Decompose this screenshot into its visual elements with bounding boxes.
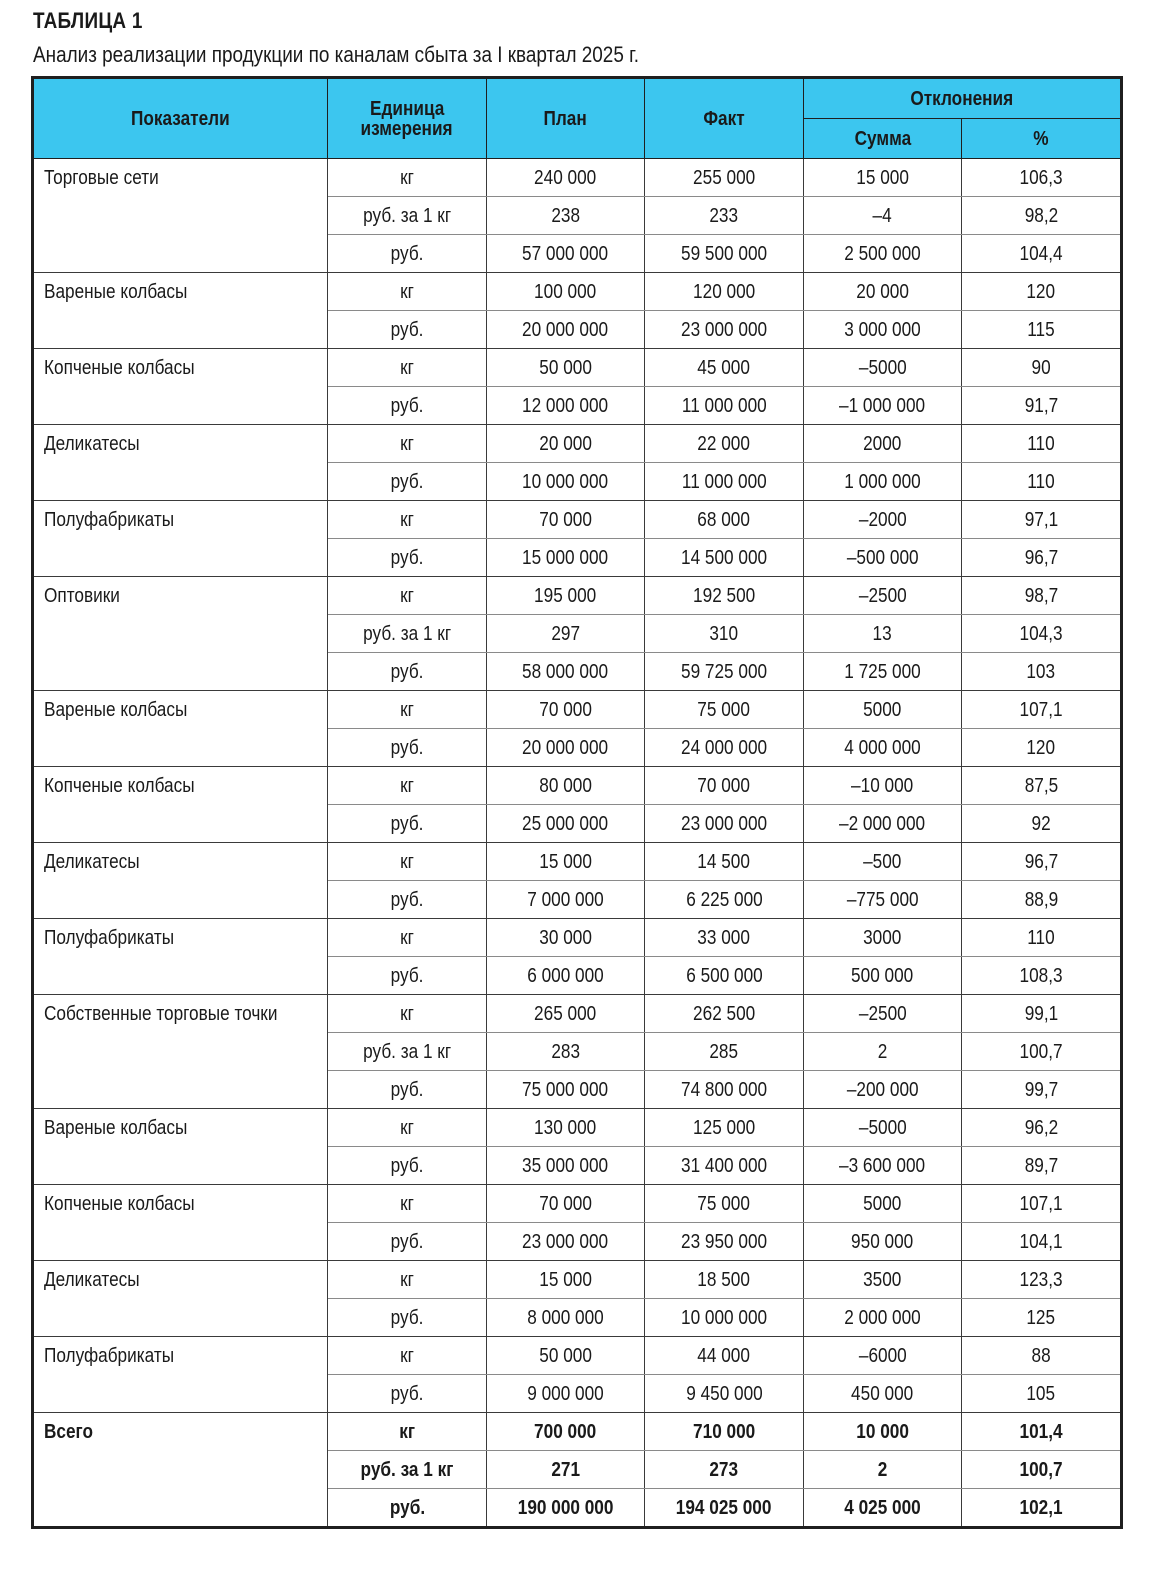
cell-plan: 8 000 000 [487, 1299, 645, 1337]
cell-pct: 99,7 [962, 1071, 1122, 1109]
cell-sum: 5000 [804, 1185, 962, 1223]
table-row [33, 577, 1122, 615]
cell-fact: 6 225 000 [645, 881, 804, 919]
cell-plan: 15 000 [487, 843, 645, 881]
cell-unit: руб. [328, 1223, 487, 1261]
cell-sum: 2 [804, 1451, 962, 1489]
cell-fact: 6 500 000 [645, 957, 804, 995]
row-label: Оптовики [33, 577, 328, 691]
cell-unit: руб. [328, 387, 487, 425]
header-fact: Факт [645, 78, 804, 159]
cell-fact: 192 500 [645, 577, 804, 615]
table-row [33, 691, 1122, 729]
table-row [33, 1413, 1122, 1451]
sales-analysis-table [31, 76, 1123, 1529]
cell-fact: 68 000 [645, 501, 804, 539]
table-row [33, 273, 1122, 311]
cell-unit: кг [328, 1109, 487, 1147]
cell-fact: 310 [645, 615, 804, 653]
cell-plan: 20 000 000 [487, 311, 645, 349]
row-label: Копченые колбасы [33, 349, 328, 425]
cell-plan: 58 000 000 [487, 653, 645, 691]
table-row [33, 843, 1122, 881]
table-row [33, 349, 1122, 387]
cell-sum: 5000 [804, 691, 962, 729]
cell-fact: 45 000 [645, 349, 804, 387]
header-deviations: Отклонения [804, 78, 1122, 119]
cell-fact: 18 500 [645, 1261, 804, 1299]
cell-pct: 101,4 [962, 1413, 1122, 1451]
table-row [33, 1185, 1122, 1223]
cell-pct: 100,7 [962, 1033, 1122, 1071]
cell-fact: 262 500 [645, 995, 804, 1033]
cell-sum: –2000 [804, 501, 962, 539]
cell-pct: 120 [962, 273, 1122, 311]
cell-pct: 97,1 [962, 501, 1122, 539]
cell-pct: 100,7 [962, 1451, 1122, 1489]
cell-fact: 75 000 [645, 1185, 804, 1223]
cell-unit: руб. за 1 кг [328, 615, 487, 653]
cell-sum: –500 000 [804, 539, 962, 577]
cell-plan: 25 000 000 [487, 805, 645, 843]
cell-fact: 120 000 [645, 273, 804, 311]
table-row [33, 159, 1122, 197]
cell-plan: 70 000 [487, 501, 645, 539]
cell-plan: 15 000 [487, 1261, 645, 1299]
cell-unit: руб. [328, 463, 487, 501]
cell-sum: 2 000 000 [804, 1299, 962, 1337]
cell-fact: 125 000 [645, 1109, 804, 1147]
row-label: Деликатесы [33, 1261, 328, 1337]
cell-sum: –3 600 000 [804, 1147, 962, 1185]
cell-fact: 33 000 [645, 919, 804, 957]
cell-unit: кг [328, 159, 487, 197]
cell-unit: кг [328, 995, 487, 1033]
row-label: Деликатесы [33, 843, 328, 919]
cell-fact: 273 [645, 1451, 804, 1489]
cell-fact: 24 000 000 [645, 729, 804, 767]
cell-sum: 13 [804, 615, 962, 653]
cell-unit: кг [328, 577, 487, 615]
cell-pct: 96,7 [962, 539, 1122, 577]
cell-plan: 9 000 000 [487, 1375, 645, 1413]
cell-sum: –5000 [804, 1109, 962, 1147]
cell-fact: 710 000 [645, 1413, 804, 1451]
cell-unit: руб. [328, 1489, 487, 1528]
row-label: Полуфабрикаты [33, 501, 328, 577]
cell-plan: 297 [487, 615, 645, 653]
cell-unit: руб. за 1 кг [328, 1033, 487, 1071]
cell-sum: –6000 [804, 1337, 962, 1375]
cell-pct: 104,4 [962, 235, 1122, 273]
cell-unit: руб. [328, 539, 487, 577]
cell-sum: –200 000 [804, 1071, 962, 1109]
cell-unit: руб. [328, 805, 487, 843]
cell-fact: 14 500 [645, 843, 804, 881]
cell-pct: 87,5 [962, 767, 1122, 805]
cell-pct: 106,3 [962, 159, 1122, 197]
cell-plan: 190 000 000 [487, 1489, 645, 1528]
cell-pct: 89,7 [962, 1147, 1122, 1185]
cell-plan: 265 000 [487, 995, 645, 1033]
row-label: Полуфабрикаты [33, 1337, 328, 1413]
cell-plan: 15 000 000 [487, 539, 645, 577]
cell-plan: 35 000 000 [487, 1147, 645, 1185]
cell-unit: руб. [328, 235, 487, 273]
cell-pct: 110 [962, 425, 1122, 463]
table-row [33, 1337, 1122, 1375]
cell-sum: 500 000 [804, 957, 962, 995]
cell-fact: 233 [645, 197, 804, 235]
row-label: Вареные колбасы [33, 273, 328, 349]
table-number: ТАБЛИЦА 1 [33, 8, 143, 33]
cell-plan: 240 000 [487, 159, 645, 197]
cell-sum: 3000 [804, 919, 962, 957]
cell-unit: кг [328, 691, 487, 729]
cell-unit: руб. [328, 311, 487, 349]
cell-plan: 70 000 [487, 1185, 645, 1223]
row-label: Копченые колбасы [33, 1185, 328, 1261]
row-label: Полуфабрикаты [33, 919, 328, 995]
cell-plan: 100 000 [487, 273, 645, 311]
cell-fact: 22 000 [645, 425, 804, 463]
cell-pct: 90 [962, 349, 1122, 387]
cell-sum: –4 [804, 197, 962, 235]
cell-plan: 80 000 [487, 767, 645, 805]
row-label: Вареные колбасы [33, 1109, 328, 1185]
table-row [33, 767, 1122, 805]
cell-fact: 10 000 000 [645, 1299, 804, 1337]
cell-sum: 2000 [804, 425, 962, 463]
cell-pct: 108,3 [962, 957, 1122, 995]
cell-plan: 57 000 000 [487, 235, 645, 273]
cell-fact: 9 450 000 [645, 1375, 804, 1413]
cell-sum: –5000 [804, 349, 962, 387]
cell-fact: 23 950 000 [645, 1223, 804, 1261]
cell-fact: 75 000 [645, 691, 804, 729]
cell-sum: 1 000 000 [804, 463, 962, 501]
cell-unit: кг [328, 767, 487, 805]
cell-fact: 11 000 000 [645, 463, 804, 501]
cell-sum: 2 500 000 [804, 235, 962, 273]
table-row [33, 1261, 1122, 1299]
cell-pct: 123,3 [962, 1261, 1122, 1299]
cell-fact: 44 000 [645, 1337, 804, 1375]
table-container [31, 76, 1120, 1529]
cell-unit: кг [328, 425, 487, 463]
cell-plan: 6 000 000 [487, 957, 645, 995]
row-label: Торговые сети [33, 159, 328, 273]
cell-pct: 104,3 [962, 615, 1122, 653]
header-plan: План [487, 78, 645, 159]
cell-plan: 238 [487, 197, 645, 235]
table-row [33, 501, 1122, 539]
cell-plan: 70 000 [487, 691, 645, 729]
cell-unit: кг [328, 501, 487, 539]
table-row [33, 995, 1122, 1033]
cell-plan: 50 000 [487, 1337, 645, 1375]
cell-pct: 105 [962, 1375, 1122, 1413]
cell-pct: 96,7 [962, 843, 1122, 881]
cell-sum: 10 000 [804, 1413, 962, 1451]
cell-unit: руб. [328, 653, 487, 691]
cell-pct: 120 [962, 729, 1122, 767]
cell-fact: 23 000 000 [645, 311, 804, 349]
cell-fact: 59 725 000 [645, 653, 804, 691]
table-header [33, 78, 1122, 159]
cell-sum: 4 000 000 [804, 729, 962, 767]
cell-pct: 99,1 [962, 995, 1122, 1033]
cell-unit: кг [328, 1185, 487, 1223]
cell-fact: 255 000 [645, 159, 804, 197]
header-unit: Единица измерения [328, 78, 487, 159]
cell-sum: 450 000 [804, 1375, 962, 1413]
cell-plan: 195 000 [487, 577, 645, 615]
cell-sum: –2500 [804, 995, 962, 1033]
cell-unit: руб. [328, 1147, 487, 1185]
cell-plan: 20 000 [487, 425, 645, 463]
cell-plan: 20 000 000 [487, 729, 645, 767]
cell-plan: 130 000 [487, 1109, 645, 1147]
cell-pct: 115 [962, 311, 1122, 349]
header-percent: % [962, 119, 1122, 159]
cell-sum: –1 000 000 [804, 387, 962, 425]
cell-pct: 98,2 [962, 197, 1122, 235]
cell-pct: 96,2 [962, 1109, 1122, 1147]
cell-fact: 285 [645, 1033, 804, 1071]
row-label: Вареные колбасы [33, 691, 328, 767]
cell-plan: 50 000 [487, 349, 645, 387]
cell-sum: –10 000 [804, 767, 962, 805]
row-label: Собственные торговые точки [33, 995, 328, 1109]
cell-pct: 125 [962, 1299, 1122, 1337]
cell-pct: 107,1 [962, 691, 1122, 729]
cell-pct: 110 [962, 463, 1122, 501]
cell-fact: 70 000 [645, 767, 804, 805]
cell-unit: кг [328, 919, 487, 957]
row-label: Копченые колбасы [33, 767, 328, 843]
cell-plan: 30 000 [487, 919, 645, 957]
row-label: Всего [33, 1413, 328, 1528]
cell-sum: 20 000 [804, 273, 962, 311]
cell-pct: 88 [962, 1337, 1122, 1375]
cell-plan: 271 [487, 1451, 645, 1489]
cell-fact: 59 500 000 [645, 235, 804, 273]
cell-unit: кг [328, 1337, 487, 1375]
cell-sum: –2500 [804, 577, 962, 615]
cell-pct: 91,7 [962, 387, 1122, 425]
header-sum: Сумма [804, 119, 962, 159]
table-row [33, 425, 1122, 463]
cell-unit: руб. [328, 1071, 487, 1109]
cell-fact: 194 025 000 [645, 1489, 804, 1528]
cell-unit: руб. за 1 кг [328, 197, 487, 235]
cell-fact: 31 400 000 [645, 1147, 804, 1185]
cell-plan: 10 000 000 [487, 463, 645, 501]
cell-fact: 14 500 000 [645, 539, 804, 577]
cell-unit: руб. за 1 кг [328, 1451, 487, 1489]
cell-sum: –500 [804, 843, 962, 881]
cell-sum: 3500 [804, 1261, 962, 1299]
table-title: Анализ реализации продукции по каналам сбыта за I квартал 2025 г. [33, 42, 639, 67]
cell-unit: кг [328, 843, 487, 881]
cell-unit: руб. [328, 881, 487, 919]
cell-sum: 950 000 [804, 1223, 962, 1261]
cell-unit: кг [328, 1413, 487, 1451]
cell-sum: –775 000 [804, 881, 962, 919]
cell-unit: руб. [328, 1299, 487, 1337]
cell-fact: 23 000 000 [645, 805, 804, 843]
cell-plan: 283 [487, 1033, 645, 1071]
cell-pct: 103 [962, 653, 1122, 691]
cell-pct: 104,1 [962, 1223, 1122, 1261]
cell-sum: 1 725 000 [804, 653, 962, 691]
cell-sum: 2 [804, 1033, 962, 1071]
cell-plan: 23 000 000 [487, 1223, 645, 1261]
cell-sum: 4 025 000 [804, 1489, 962, 1528]
cell-pct: 88,9 [962, 881, 1122, 919]
cell-unit: кг [328, 273, 487, 311]
table-row [33, 919, 1122, 957]
table-body [33, 159, 1122, 1528]
cell-sum: 3 000 000 [804, 311, 962, 349]
cell-unit: руб. [328, 729, 487, 767]
cell-fact: 74 800 000 [645, 1071, 804, 1109]
table-row [33, 1109, 1122, 1147]
cell-fact: 11 000 000 [645, 387, 804, 425]
cell-pct: 102,1 [962, 1489, 1122, 1528]
cell-pct: 92 [962, 805, 1122, 843]
cell-unit: кг [328, 349, 487, 387]
cell-unit: руб. [328, 957, 487, 995]
cell-plan: 700 000 [487, 1413, 645, 1451]
cell-plan: 12 000 000 [487, 387, 645, 425]
cell-pct: 110 [962, 919, 1122, 957]
cell-sum: –2 000 000 [804, 805, 962, 843]
cell-pct: 107,1 [962, 1185, 1122, 1223]
header-indicator: Показатели [33, 78, 328, 159]
cell-sum: 15 000 [804, 159, 962, 197]
cell-unit: руб. [328, 1375, 487, 1413]
row-label: Деликатесы [33, 425, 328, 501]
cell-plan: 7 000 000 [487, 881, 645, 919]
cell-pct: 98,7 [962, 577, 1122, 615]
cell-plan: 75 000 000 [487, 1071, 645, 1109]
cell-unit: кг [328, 1261, 487, 1299]
